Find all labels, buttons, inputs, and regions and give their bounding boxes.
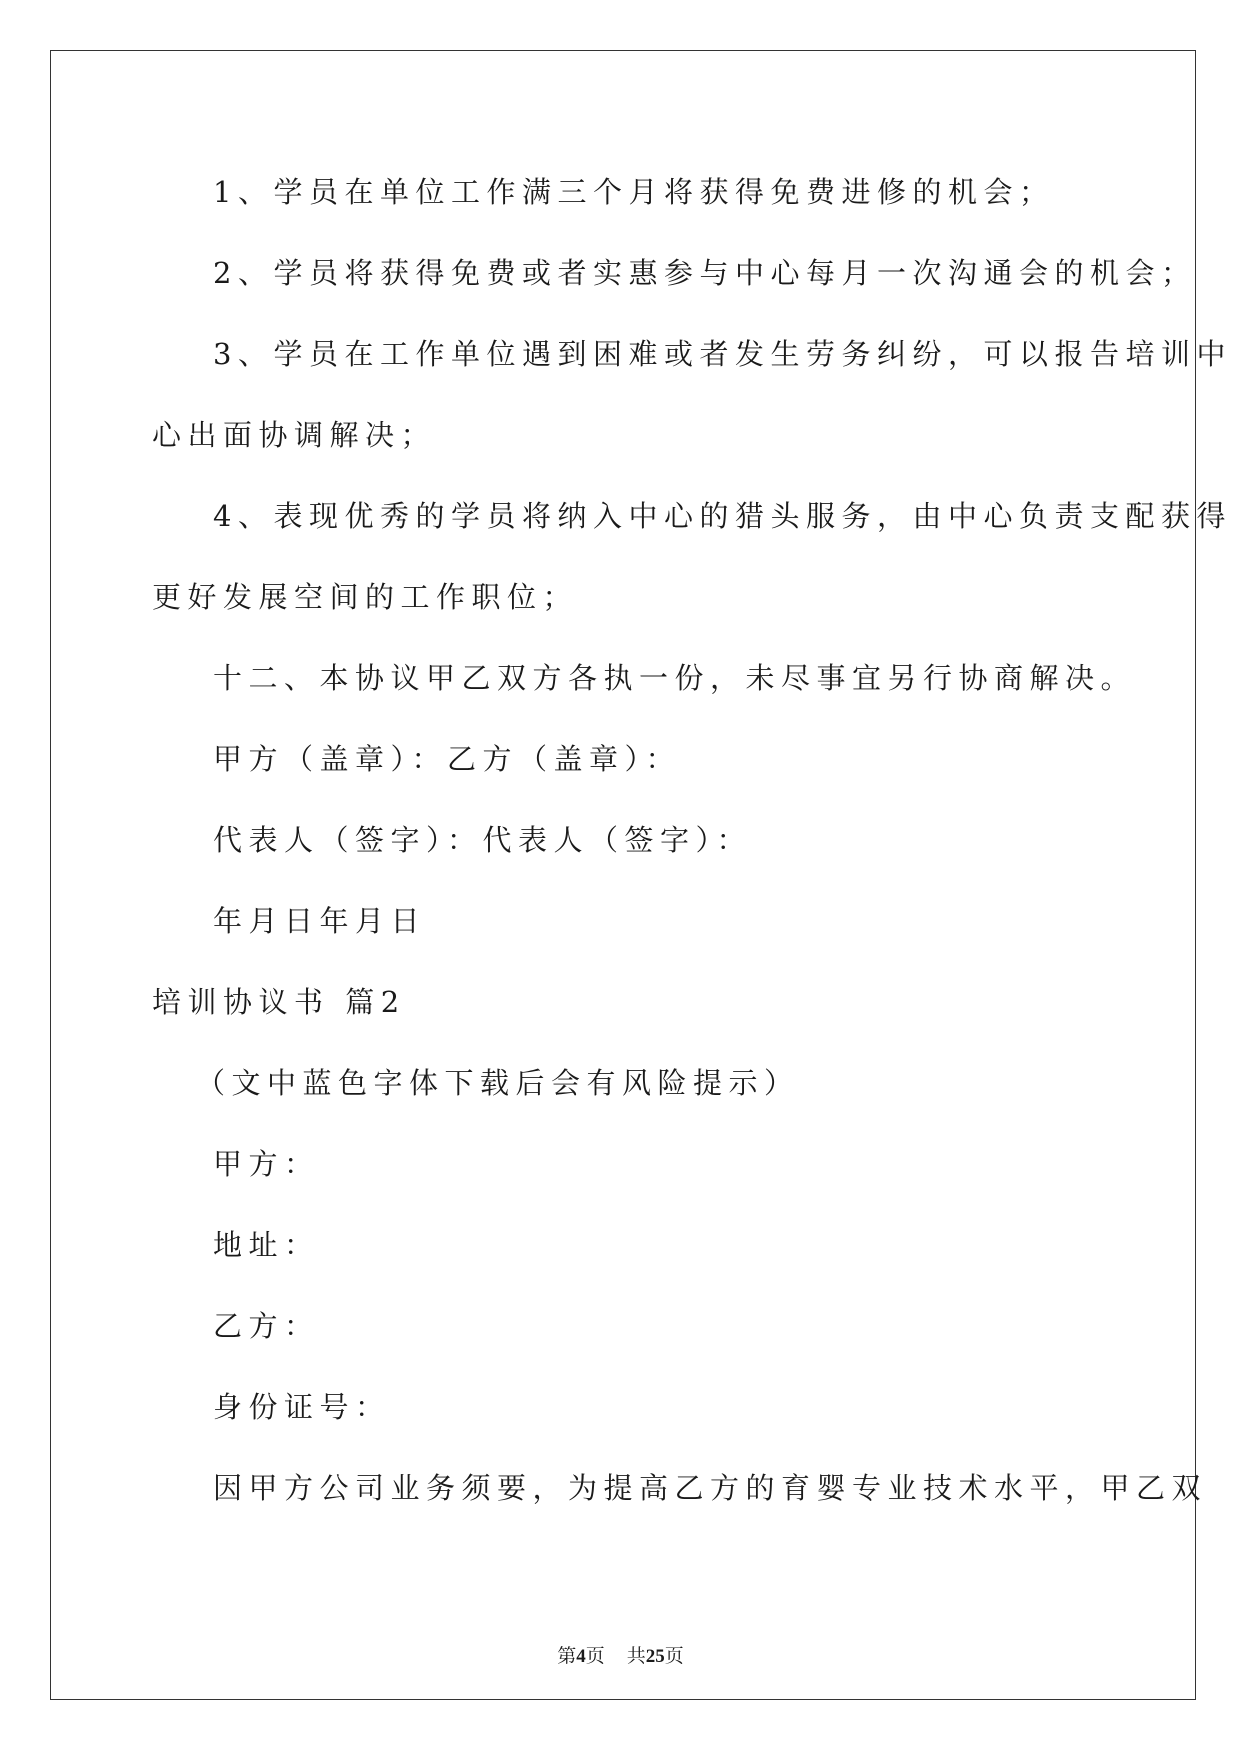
paragraph-line: 3、学员在工作单位遇到困难或者发生劳务纠纷，可以报告培训中 <box>213 337 1232 371</box>
field-id-number: 身份证号： <box>213 1390 391 1424</box>
page-border <box>50 50 1196 1700</box>
paragraph-line: 十二、本协议甲乙双方各执一份，未尽事宜另行协商解决。 <box>213 661 1137 695</box>
paragraph-line: 2、学员将获得免费或者实惠参与中心每月一次沟通会的机会； <box>213 256 1197 290</box>
current-page-number: 4 <box>576 1646 586 1667</box>
paragraph-line: 4、表现优秀的学员将纳入中心的猎头服务，由中心负责支配获得 <box>213 499 1232 533</box>
signature-line: 甲方（盖章）：乙方（盖章）： <box>213 742 682 776</box>
date-line: 年月日年月日 <box>213 904 427 938</box>
total-page-number: 25 <box>645 1646 665 1667</box>
field-party-a: 甲方： <box>213 1147 320 1181</box>
section-heading: 培训协议书 篇2 <box>152 985 406 1019</box>
page-footer <box>0 1641 1241 1668</box>
note-line: （文中蓝色字体下载后会有风险提示） <box>196 1066 800 1100</box>
footer-total-prefix: 共 <box>626 1646 646 1667</box>
footer-total-suffix: 页 <box>664 1646 684 1667</box>
paragraph-line: 1、学员在单位工作满三个月将获得免费进修的机会； <box>213 175 1055 209</box>
field-party-b: 乙方： <box>213 1309 320 1343</box>
field-address: 地址： <box>213 1228 320 1262</box>
footer-page-suffix: 页 <box>585 1646 605 1667</box>
signature-line: 代表人（签字）：代表人（签字）： <box>213 823 753 857</box>
paragraph-line: 因甲方公司业务须要，为提高乙方的育婴专业技术水平，甲乙双 <box>213 1471 1208 1505</box>
footer-prefix: 第 <box>557 1646 577 1667</box>
paragraph-line: 心出面协调解决； <box>152 418 437 452</box>
paragraph-line: 更好发展空间的工作职位； <box>152 580 579 614</box>
